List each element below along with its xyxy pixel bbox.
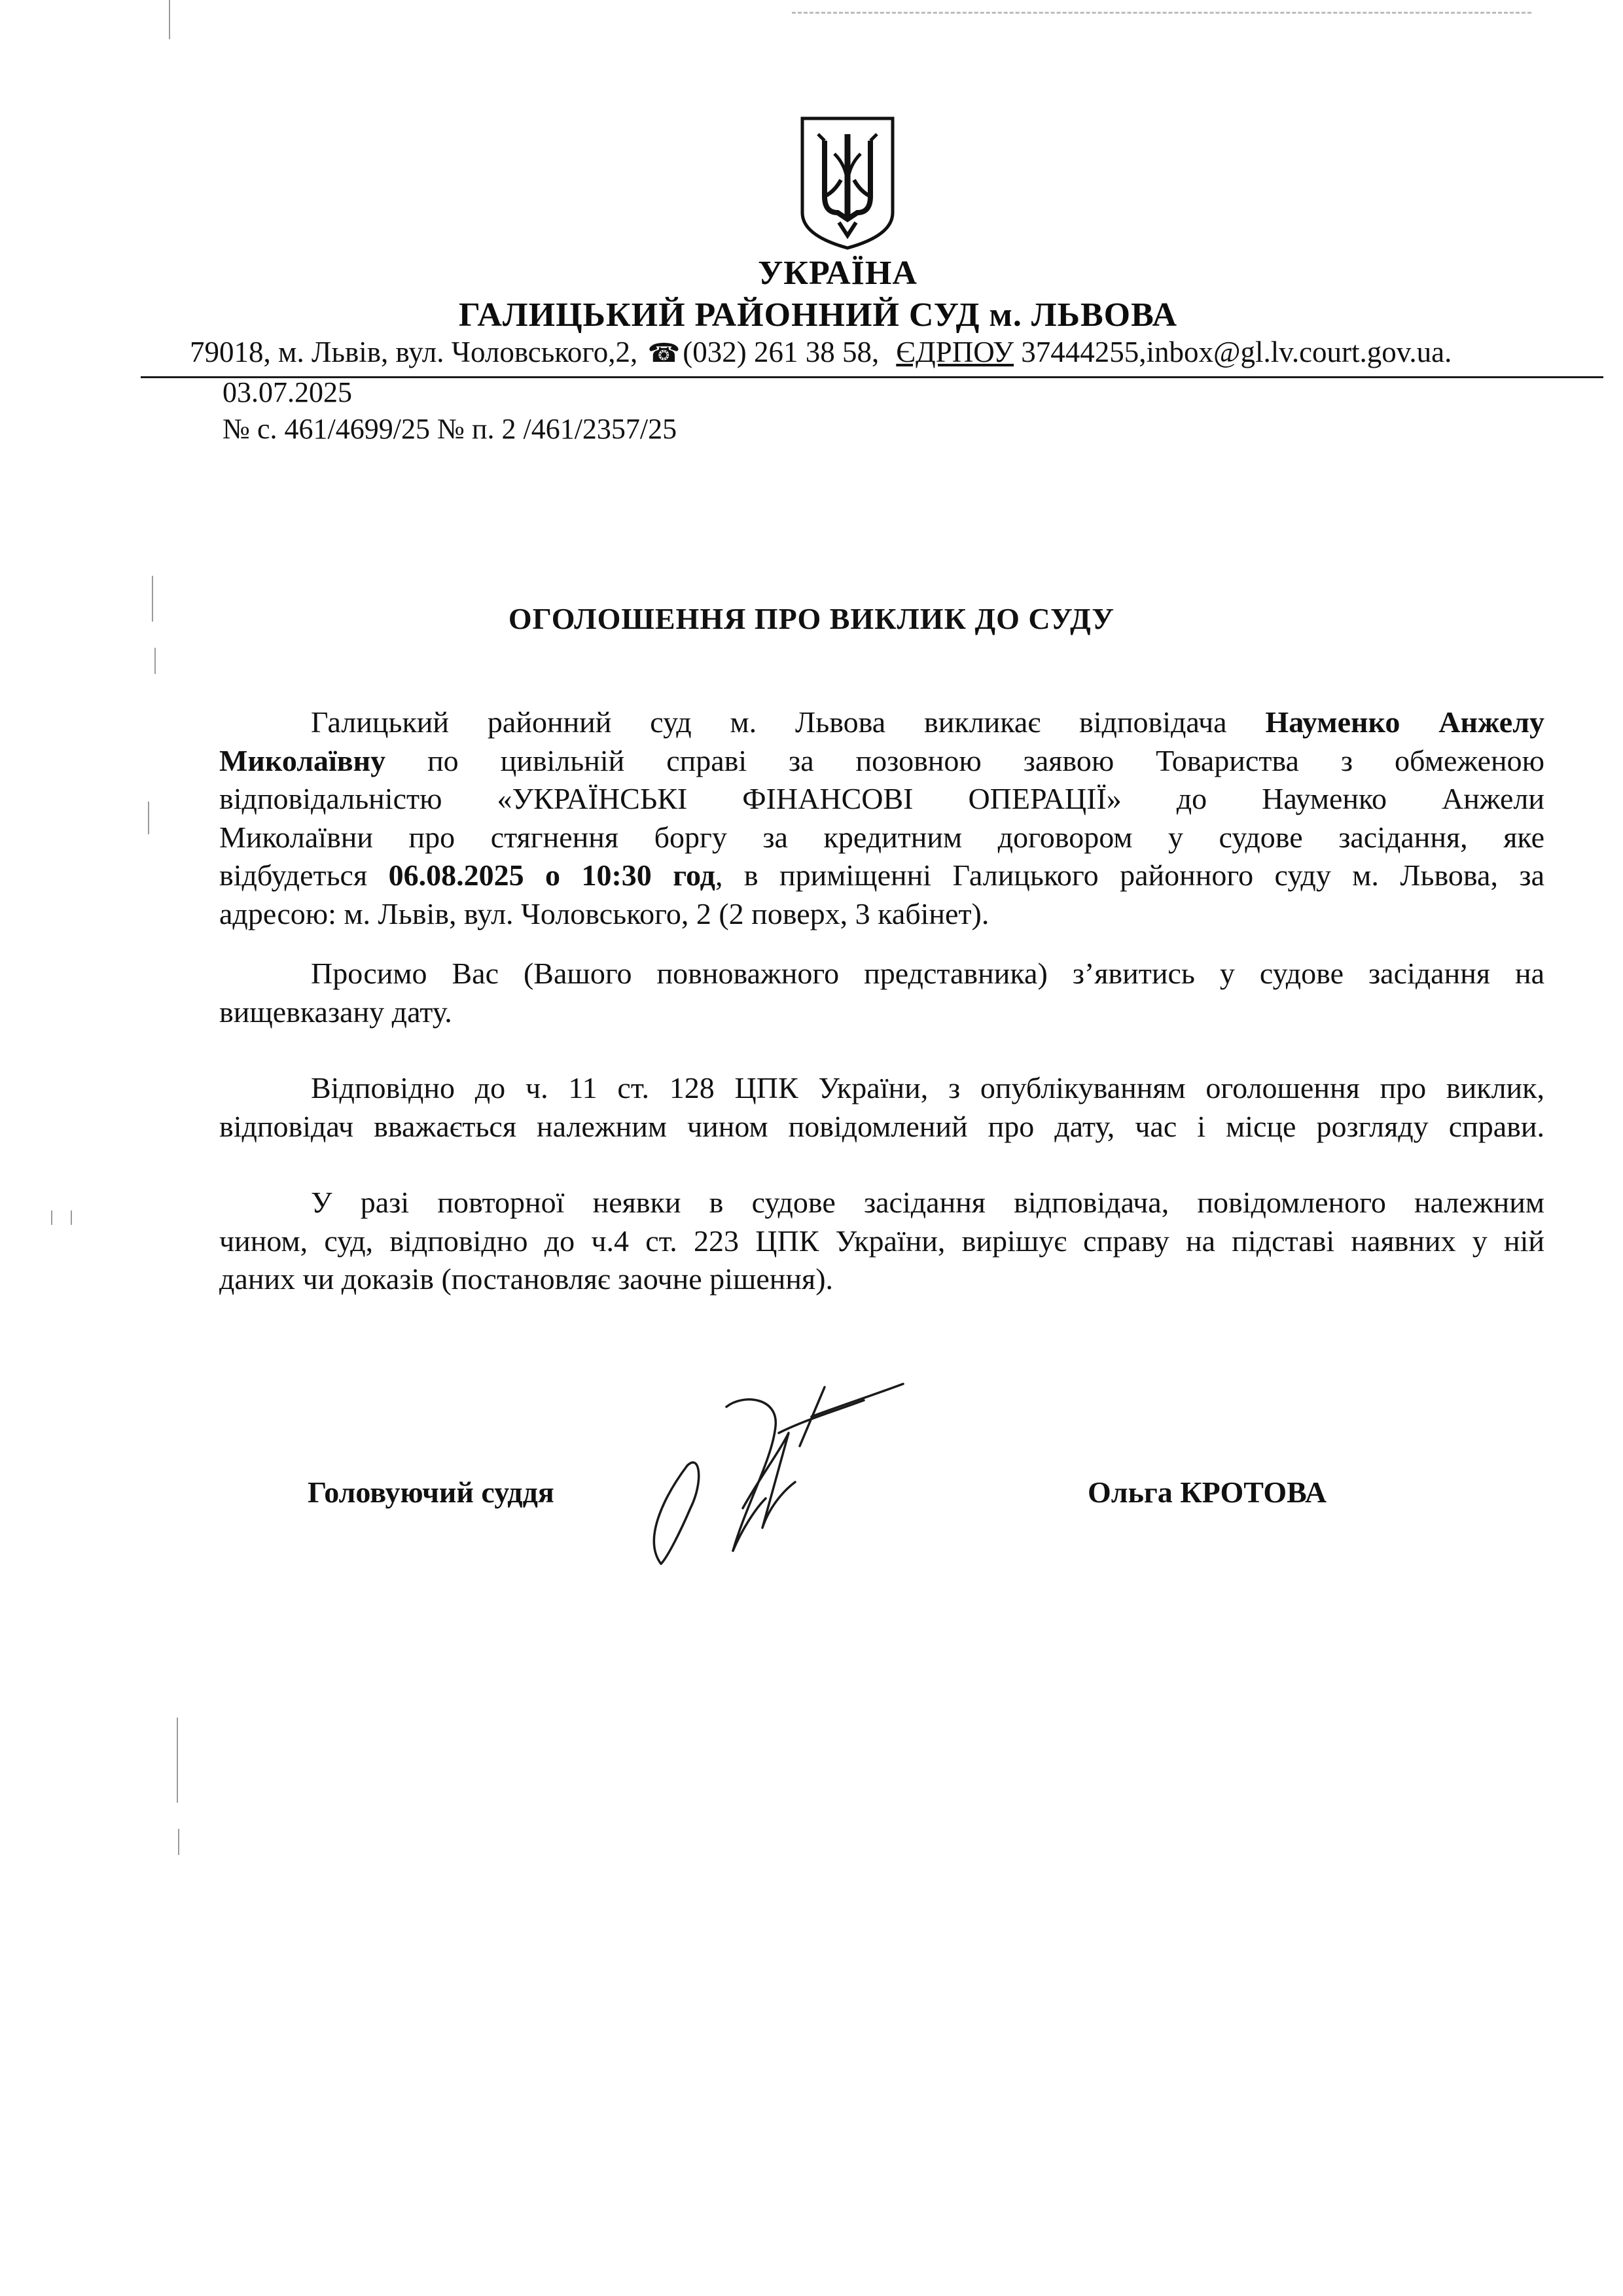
paragraph-line: вищевказану дату. <box>219 995 452 1029</box>
paragraph-line <box>219 857 1544 895</box>
notice-title: ОГОЛОШЕННЯ ПРО ВИКЛИК ДО СУДУ <box>508 602 1115 635</box>
paragraph-line: адресою: м. Львів, вул. Чоловського, 2 (2 поверх, 3 кабінет). <box>219 896 990 930</box>
hearing-datetime: 06.08.2025 о 10:30 год <box>388 858 715 892</box>
paragraph-line: чином, суд, відповідно до ч.4 ст. 223 ЦПК України, вирішує справу на підставі наявних у ній <box>219 1224 1544 1258</box>
signer-title: Головуючий суддя <box>308 1475 554 1509</box>
line-text: відбудеться <box>219 858 389 892</box>
document-date: 03.07.2025 <box>223 376 352 408</box>
handwritten-signature <box>628 1368 929 1577</box>
line-text: , в приміщенні Галицького районного суду м. Львова, за <box>715 858 1544 892</box>
paragraph-line <box>219 703 1544 742</box>
postal-address: 79018, м. Львів, вул. Чоловського,2, <box>190 336 638 368</box>
legal-basis-paragraph <box>219 1069 1544 1146</box>
paragraph-line: Миколаївни про стягнення боргу за кредитним договором у судове засідання, яке <box>219 820 1544 854</box>
paragraph-line: відповідач вважається належним чином повідомлений про дату, час і місце розгляду справи. <box>219 1109 1544 1143</box>
edrpou-label: ЄДРПОУ <box>896 336 1014 368</box>
court-name: ГАЛИЦЬКИЙ РАЙОННИЙ СУД м. ЛЬВОВА <box>458 296 1178 334</box>
paragraph-line: даних чи доказів (постановляє заочне рішення). <box>219 1262 834 1296</box>
coat-of-arms-icon <box>798 115 897 252</box>
non-appearance-paragraph <box>219 1184 1544 1299</box>
defendant-name: Науменко Анжелу <box>1265 705 1544 739</box>
paragraph-line: відповідальністю «УКРАЇНСЬКІ ФІНАНСОВІ ОПЕРАЦІЇ» до Науменко Анжели <box>219 782 1544 815</box>
paragraph-line: Відповідно до ч. 11 ст. 128 ЦПК України, з опублікуванням оголошення про виклик, <box>311 1071 1544 1104</box>
signer-name: Ольга КРОТОВА <box>1088 1475 1327 1509</box>
edrpou-and-email: 37444255,inbox@gl.lv.court.gov.ua. <box>1014 336 1452 368</box>
appearance-request-paragraph <box>219 955 1544 1031</box>
header-divider <box>141 376 1603 378</box>
paragraph-line: У разі повторної неявки в судове засідання відповідача, повідомленого належним <box>311 1186 1544 1219</box>
paragraph-line <box>219 742 1544 781</box>
summons-paragraph <box>219 703 1544 933</box>
telephone-icon: ☎ <box>647 338 681 368</box>
defendant-patronymic: Миколаївну <box>219 743 386 777</box>
case-numbers: № с. 461/4699/25 № п. 2 /461/2357/25 <box>223 413 677 445</box>
court-contact-line <box>190 334 1452 372</box>
line-text: Галицький районний суд м. Львова викликає відповідача <box>311 705 1266 739</box>
line-text: по цивільній справі за позовною заявою Товариства з обмеженою <box>385 743 1544 777</box>
phone-number: (032) 261 38 58, <box>683 336 880 368</box>
country-name: УКРАЇНА <box>758 255 918 292</box>
paragraph-line: Просимо Вас (Вашого повноважного представника) з’явитись у судове засідання на <box>311 957 1544 990</box>
scan-top-dash <box>792 12 1531 14</box>
